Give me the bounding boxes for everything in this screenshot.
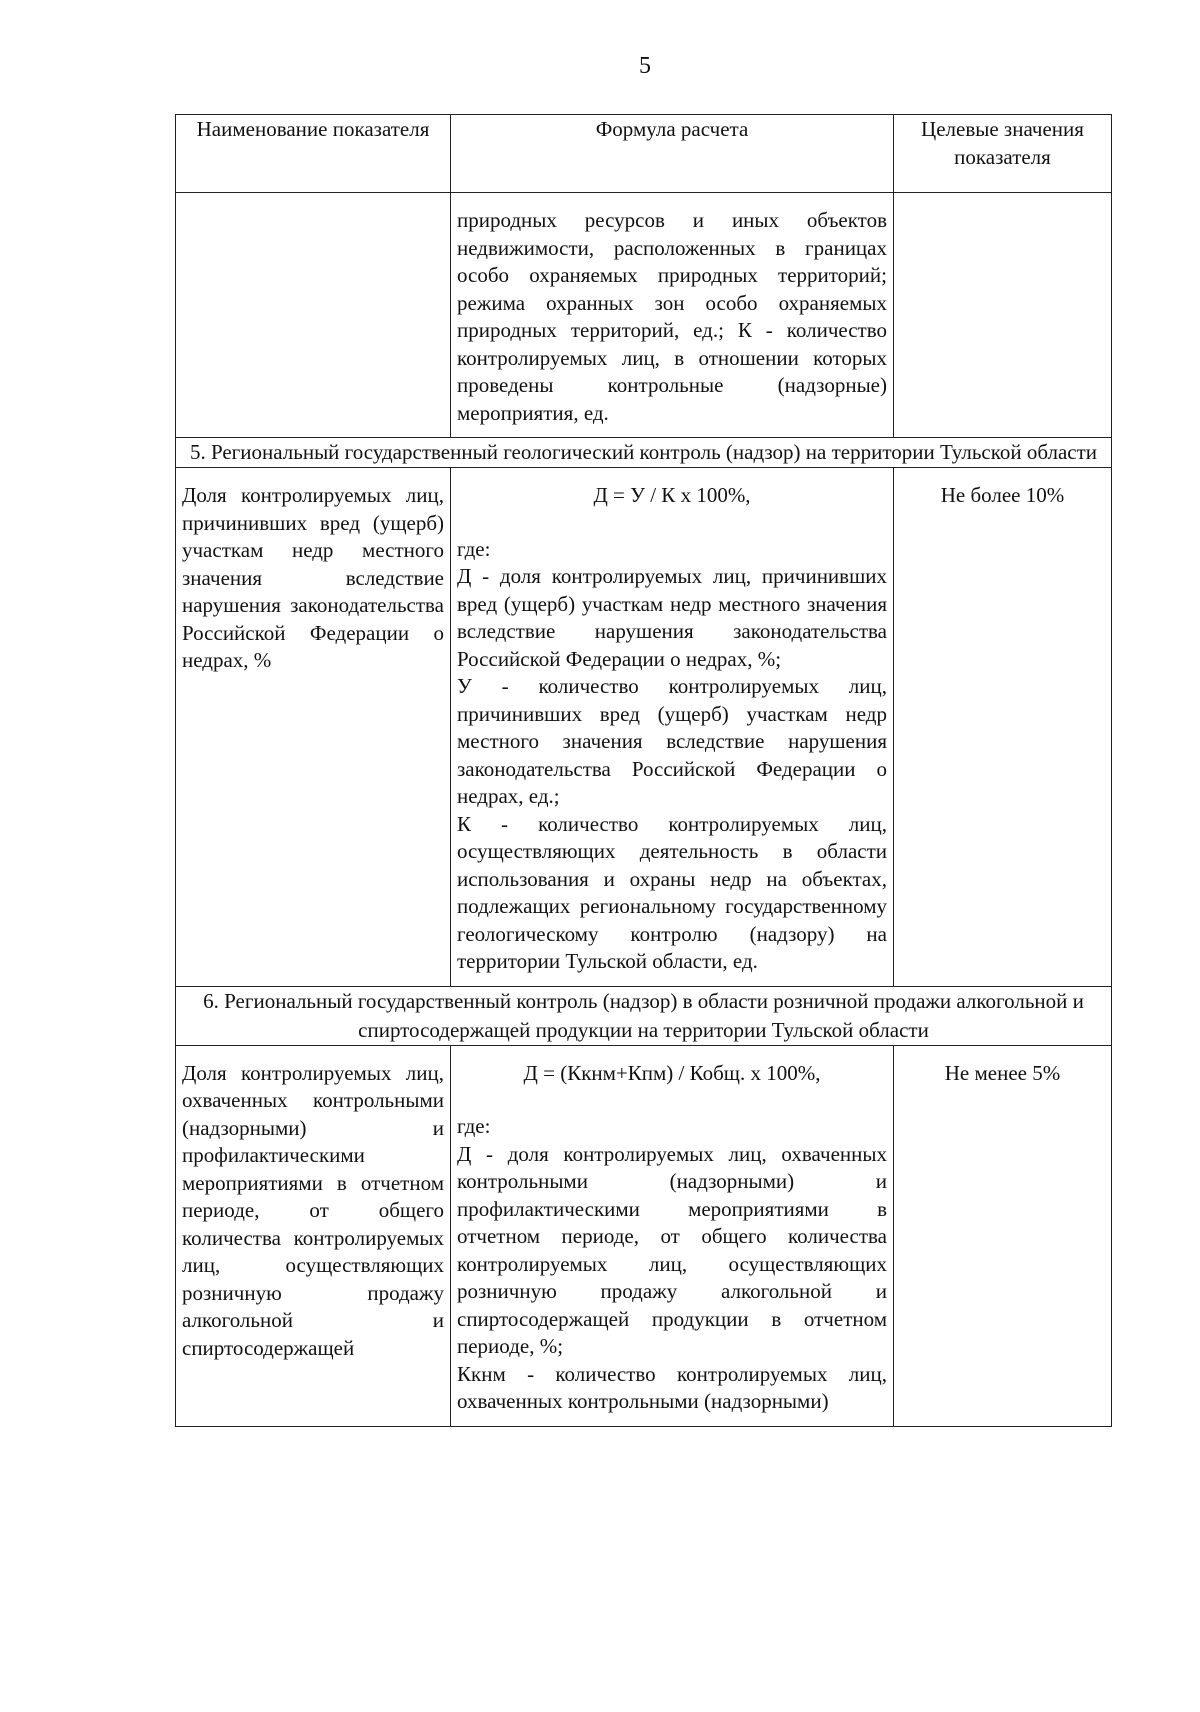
section-6-def-kknm: Ккнм - количество контролируемых лиц, охваченных контрольными (надзорными) [457, 1361, 887, 1413]
table-row-section-5 [176, 468, 1112, 987]
section-5-def-k: К - количество контролируемых лиц, осуществляющих деятельность в области использования и охраны недр на объектах, подлежащих региональному государственному геологическому контролю (надзору) на территории Тульской области, ед. [457, 811, 887, 973]
section-5-formula-cell [451, 468, 894, 987]
section-5-indicator: Доля контролируемых лиц, причинивших вред (ущерб) участкам недр местного значения вследствие нарушения законодательства Российской Федерации о недрах, % [176, 468, 451, 987]
header-indicator-name: Наименование показателя [176, 115, 451, 193]
section-5-def-u: У - количество контролируемых лиц, причинивших вред (ущерб) участкам недр местного значения вследствие нарушения законодательства Российской Федерации о недрах, ед.; [457, 674, 887, 808]
continuation-formula-cell: природных ресурсов и иных объектов недвижимости, расположенных в границах особо охраняемых природных территорий; режима охранных зон особо охраняемых природных территорий, ед.; К - количество контролируемых лиц, в отношении которых проведены контрольные (надзорные) мероприятия, ед. [451, 193, 894, 438]
section-6-title: 6. Региональный государственный контроль (надзор) в области розничной продажи алкогольной и спиртосодержащей продукции на территории Тульской области [176, 986, 1112, 1045]
section-5-formula: Д = У / К х 100%, [593, 483, 751, 507]
section-5-def-d: Д - доля контролируемых лиц, причинивших вред (ущерб) участкам недр местного значения вследствие нарушения законодательства Российской Федерации о недрах, %; [457, 564, 887, 671]
page-number: 5 [639, 53, 651, 79]
section-6-title-row [176, 986, 1112, 1045]
header-target-values: Целевые значения показателя [894, 115, 1112, 193]
section-6-indicator: Доля контролируемых лиц, охваченных контрольными (надзорными) и профилактическими мероприятиями в отчетном периоде, от общего количества контролируемых лиц, осуществляющих розничную продажу алкогольной и спиртосодержащей [176, 1045, 451, 1426]
continuation-target-cell [894, 193, 1112, 438]
indicators-table [175, 114, 1112, 1427]
table-header-row [176, 115, 1112, 193]
section-5-title: 5. Региональный государственный геологический контроль (надзор) на территории Тульской области [176, 438, 1112, 468]
section-6-formula: Д = (Ккнм+Кпм) / Кобщ. х 100%, [523, 1060, 821, 1085]
section-5-target: Не более 10% [894, 468, 1112, 987]
section-5-where: где: [457, 536, 491, 561]
table-row-continuation [176, 193, 1112, 438]
section-6-formula-cell [451, 1045, 894, 1426]
section-5-title-row [176, 438, 1112, 468]
continuation-indicator-cell [176, 193, 451, 438]
section-6-where: где: [457, 1114, 491, 1138]
section-6-target: Не менее 5% [894, 1045, 1112, 1426]
table-row-section-6 [176, 1045, 1112, 1426]
section-6-def-d: Д - доля контролируемых лиц, охваченных контрольными (надзорными) и профилактическими мероприятиями в отчетном периоде, от общего количества контролируемых лиц, осуществляющих розничную продажу алкогольной и спиртосодержащей продукции в отчетном периоде, %; [457, 1141, 887, 1358]
header-formula: Формула расчета [451, 115, 894, 193]
